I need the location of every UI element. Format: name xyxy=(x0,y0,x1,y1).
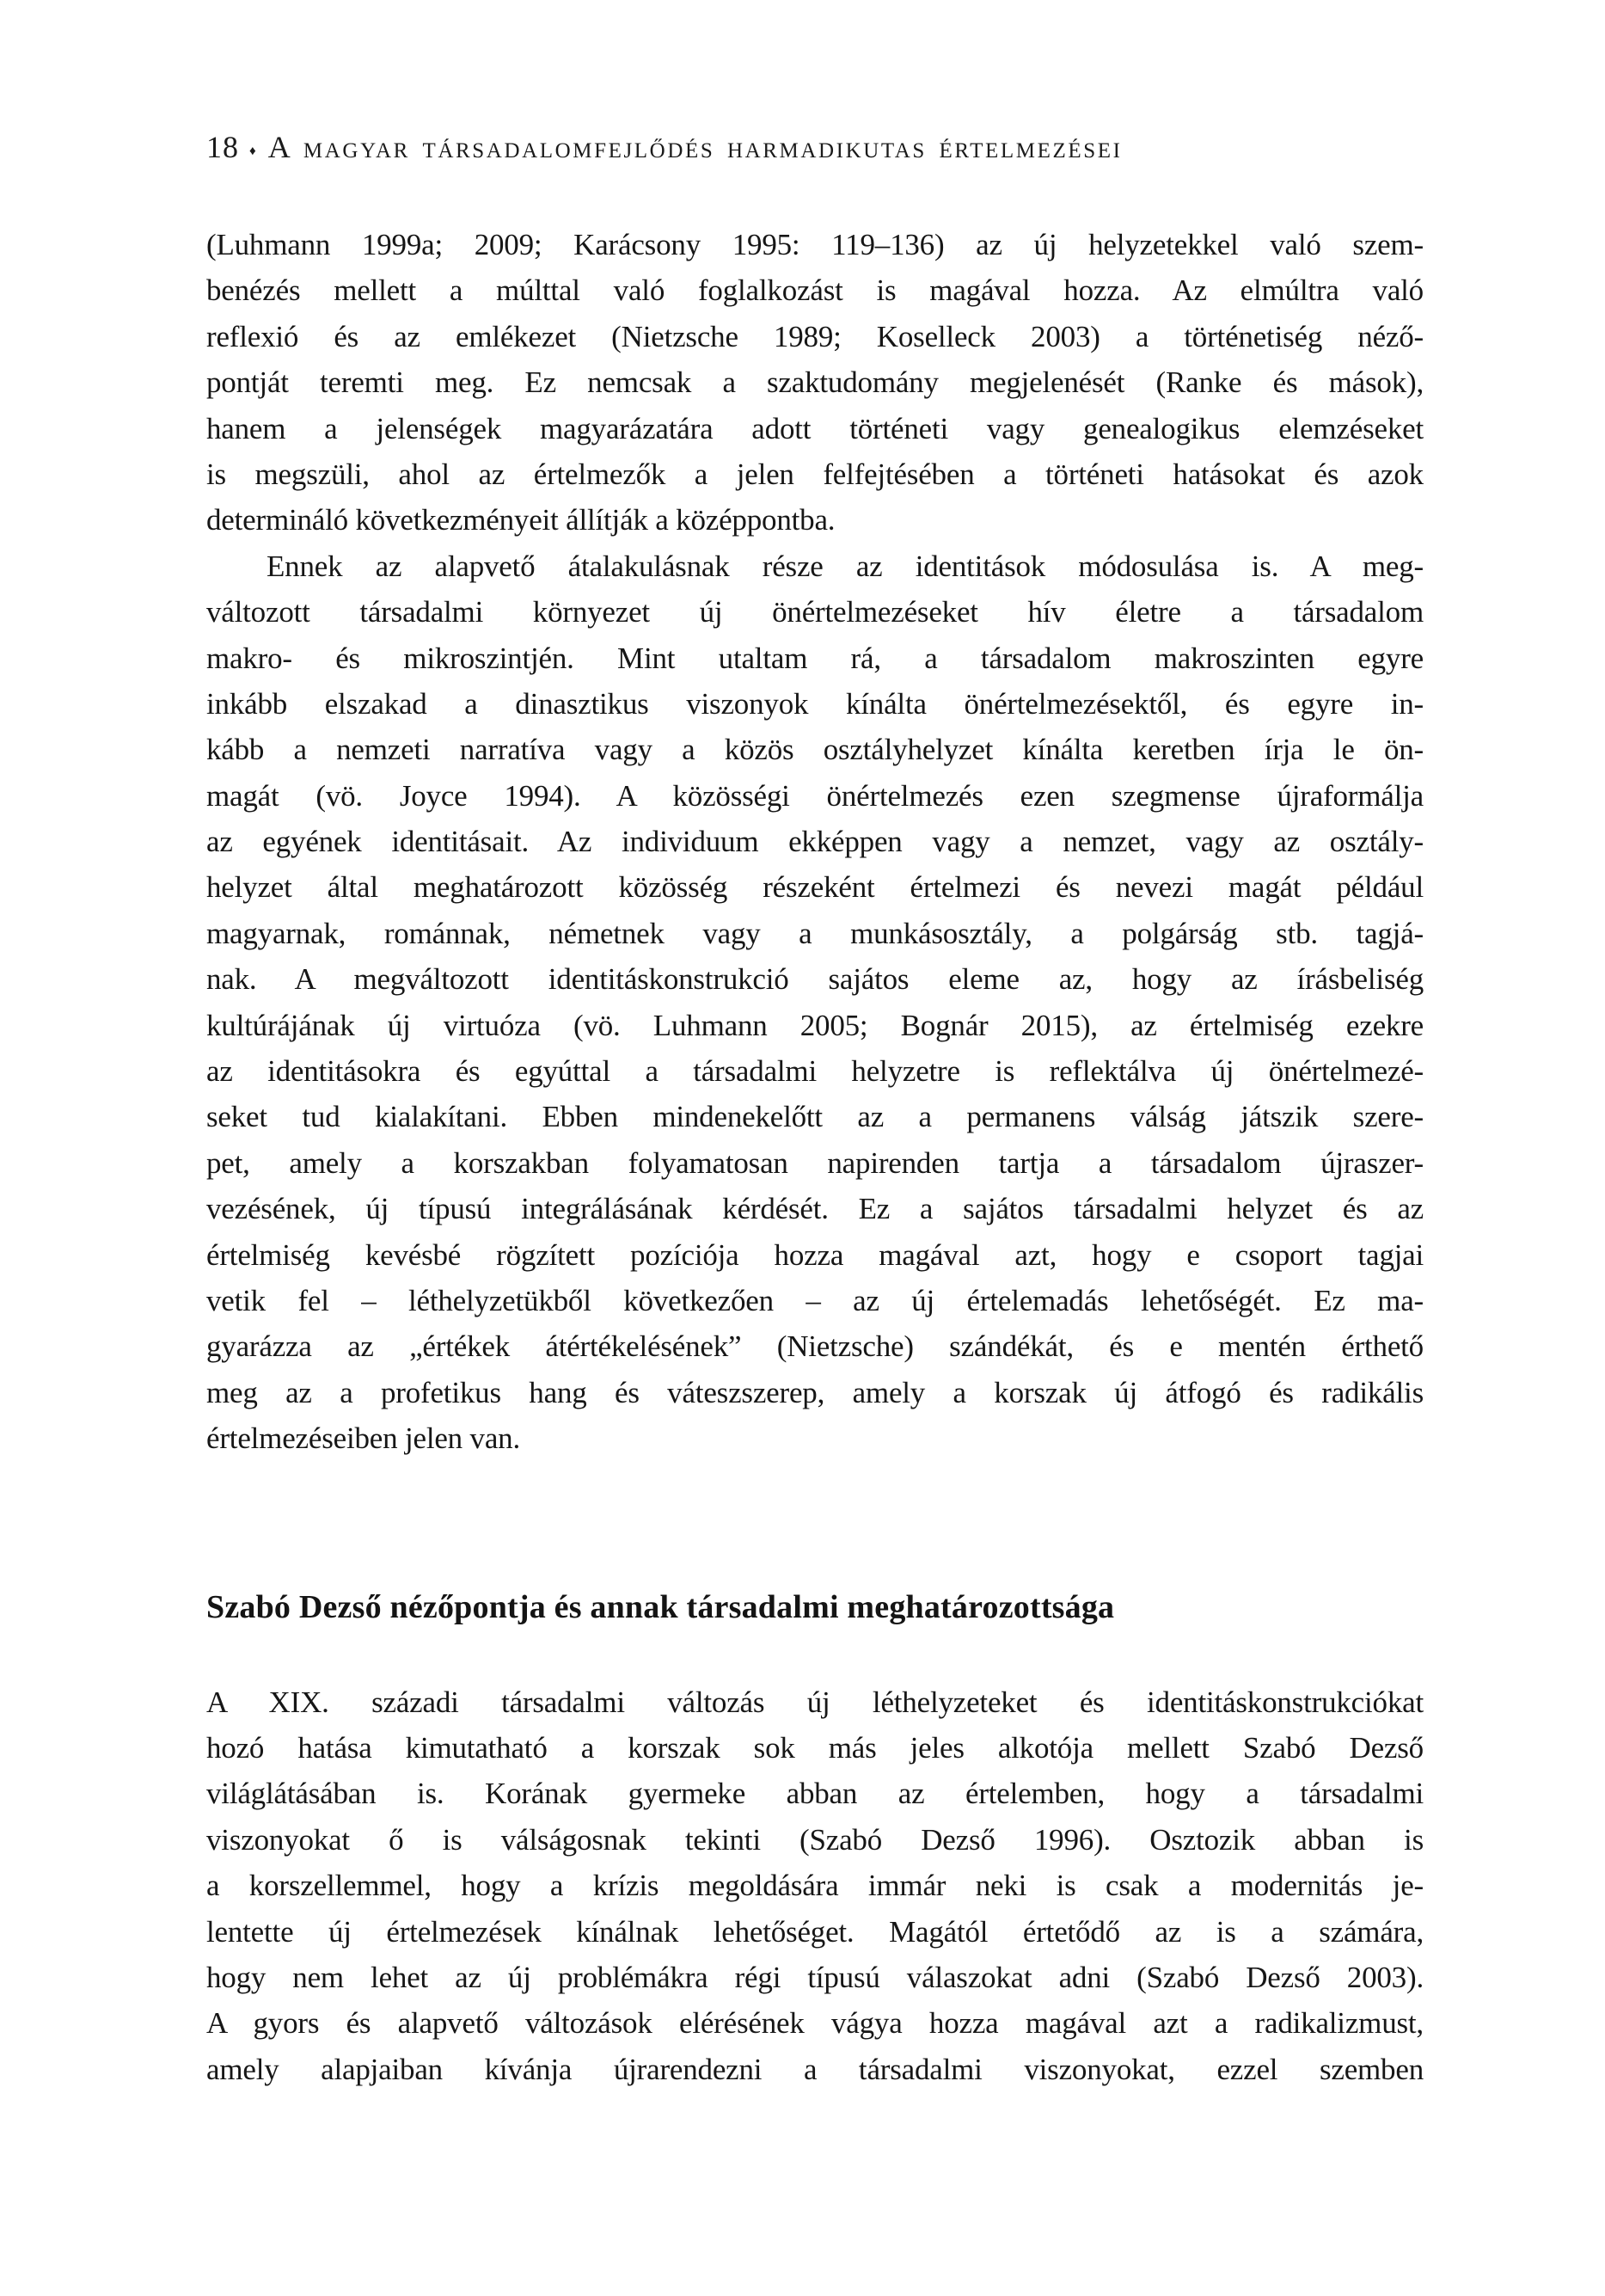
text-line: kultúrájának új virtuóza (vö. Luhmann 2005; Bognár 2015), az értelmiség ezekre xyxy=(206,1008,1424,1042)
paragraph xyxy=(206,222,1424,543)
text-line: seket tud kialakítani. Ebben mindenekelőtt az a permanens válság játszik szere- xyxy=(206,1100,1424,1134)
text-line: meg az a profetikus hang és váteszszerep, amely a korszak új átfogó és radikális xyxy=(206,1375,1424,1409)
text-line: magyarnak, románnak, németnek vagy a munkásosztály, a polgárság stb. tagjá- xyxy=(206,916,1424,950)
text-line: az egyének identitásait. Az individuum ekképpen vagy a nemzet, vagy az osztály- xyxy=(206,825,1424,859)
paragraph xyxy=(206,1679,1424,2093)
text-line: hanem a jelenségek magyarázatára adott történeti vagy genealogikus elemzéseket xyxy=(206,411,1424,445)
text-line: vetik fel – léthelyzetükből következően – az új értelemadás lehetőségét. Ez ma- xyxy=(206,1283,1424,1317)
text-line: gyarázza az „értékek átértékelésének” (Nietzsche) szándékát, és e mentén érthető xyxy=(206,1329,1424,1364)
text-line: inkább elszakad a dinasztikus viszonyok kínálta önértelmezésektől, és egyre in- xyxy=(206,686,1424,721)
text-line: világlátásában is. Korának gyermeke abban az értelemben, hogy a társadalmi xyxy=(206,1777,1424,1811)
page-body xyxy=(206,222,1424,2092)
diamond-separator-icon: ♦ xyxy=(249,144,256,158)
text-line: értelmezéseiben jelen van. xyxy=(206,1421,521,1456)
text-line: változott társadalmi környezet új önértelmezéseket hív életre a társadalom xyxy=(206,595,1424,629)
text-line: reflexió és az emlékezet (Nietzsche 1989; Koselleck 2003) a történetiség néző- xyxy=(206,319,1424,353)
text-line: Ennek az alapvető átalakulásnak része az identitások módosulása is. A meg- xyxy=(266,549,1424,583)
text-line: A XIX. századi társadalmi változás új léthelyzeteket és identitáskonstrukciókat xyxy=(206,1685,1424,1719)
text-line: a korszellemmel, hogy a krízis megoldására immár neki is csak a modernitás je- xyxy=(206,1869,1424,1903)
text-line: hozó hatása kimutatható a korszak sok más jeles alkotója mellett Szabó Dezső xyxy=(206,1730,1424,1765)
text-line: benézés mellett a múlttal való foglalkozást is magával hozza. Az elmúltra való xyxy=(206,273,1424,308)
text-line: magát (vö. Joyce 1994). A közösségi önértelmezés ezen szegmense újraformálja xyxy=(206,778,1424,813)
text-line: kább a nemzeti narratíva vagy a közös osztályhelyzet kínálta keretben írja le ön- xyxy=(206,733,1424,767)
text-line: hogy nem lehet az új problémákra régi típusú válaszokat adni (Szabó Dezső 2003). xyxy=(206,1960,1424,1994)
running-header xyxy=(206,127,1424,171)
text-line: pet, amely a korszakban folyamatosan napirenden tartja a társadalom újraszer- xyxy=(206,1145,1424,1180)
text-line: pontját teremti meg. Ez nemcsak a szaktudomány megjelenését (Ranke és mások), xyxy=(206,365,1424,400)
text-line: lentette új értelmezések kínálnak lehetőséget. Magától értetődő az is a számára, xyxy=(206,1914,1424,1949)
text-line: A gyors és alapvető változások elérésének vágya hozza magával azt a radikalizmust, xyxy=(206,2006,1424,2041)
text-line: értelmiség kevésbé rögzített pozíciója hozza magával azt, hogy e csoport tagjai xyxy=(206,1237,1424,1272)
text-line: nak. A megváltozott identitáskonstrukció sajátos eleme az, hogy az írásbeliség xyxy=(206,962,1424,997)
text-line: makro- és mikroszintjén. Mint utaltam rá, a társadalom makroszinten egyre xyxy=(206,641,1424,675)
text-line: amely alapjaiban kívánja újrarendezni a társadalmi viszonyokat, ezzel szemben xyxy=(206,2052,1424,2086)
text-line: vezésének, új típusú integrálásának kérdését. Ez a sajátos társadalmi helyzet és az xyxy=(206,1192,1424,1226)
text-line: viszonyokat ő is válságosnak tekinti (Szabó Dezső 1996). Osztozik abban is xyxy=(206,1822,1424,1857)
running-title: A magyar társadalomfejlődés harmadikutas értelmezései xyxy=(267,130,1123,164)
text-line: az identitásokra és egyúttal a társadalmi helyzetre is reflektálva új önértelmezé- xyxy=(206,1054,1424,1089)
text-line: is megszüli, ahol az értelmezők a jelen felfejtésében a történeti hatásokat és azok xyxy=(206,457,1424,491)
page-number: 18 xyxy=(206,130,239,164)
text-line: determináló következményeit állítják a középpontba. xyxy=(206,503,836,537)
text-line: (Luhmann 1999a; 2009; Karácsony 1995: 119–136) az új helyzetekkel való szem- xyxy=(206,228,1424,261)
section-heading: Szabó Dezső nézőpontja és annak társadalmi meghatározottsága xyxy=(206,1588,1115,1625)
text-line: helyzet által meghatározott közösség részeként értelmezi és nevezi magát például xyxy=(206,870,1424,905)
paragraph xyxy=(206,543,1424,1462)
